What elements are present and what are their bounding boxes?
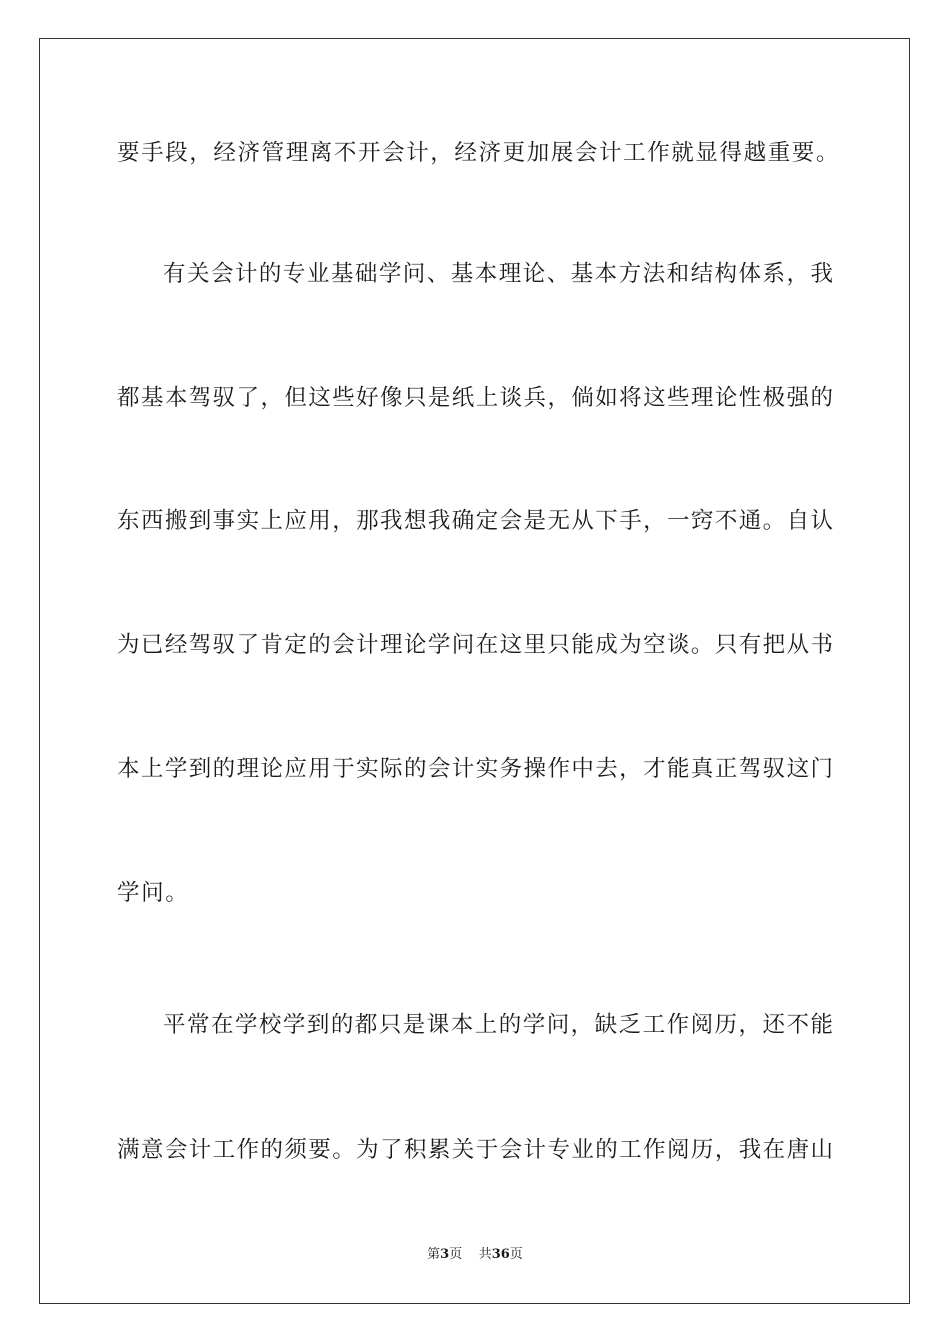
body-line-2: 有关会计的专业基础学问、基本理论、基本方法和结构体系，我 [163, 261, 833, 287]
body-line-8: 平常在学校学到的都只是课本上的学问，缺乏工作阅历，还不能 [163, 1012, 833, 1038]
body-line-6: 本上学到的理论应用于实际的会计实务操作中去，才能真正驾驭这门 [117, 756, 833, 782]
body-line-1: 要手段，经济管理离不开会计，经济更加展会计工作就显得越重要。 [117, 140, 841, 166]
footer-total-pages: 36 [491, 1247, 510, 1262]
page-border [39, 38, 910, 1304]
body-line-5: 为已经驾驭了肯定的会计理论学问在这里只能成为空谈。只有把从书 [117, 632, 833, 658]
page-footer [0, 1246, 950, 1264]
footer-prefix: 第 [427, 1247, 441, 1262]
footer-suffix: 页 [509, 1247, 523, 1262]
body-line-9: 满意会计工作的须要。为了积累关于会计专业的工作阅历，我在唐山 [117, 1137, 833, 1163]
body-line-4: 东西搬到事实上应用，那我想我确定会是无从下手，一窍不通。自认 [117, 508, 833, 534]
footer-page-number: 3 [440, 1247, 450, 1262]
body-line-3: 都基本驾驭了，但这些好像只是纸上谈兵，倘如将这些理论性极强的 [117, 385, 833, 411]
footer-mid: 页 共 [449, 1247, 492, 1262]
body-line-7: 学问。 [117, 880, 190, 906]
